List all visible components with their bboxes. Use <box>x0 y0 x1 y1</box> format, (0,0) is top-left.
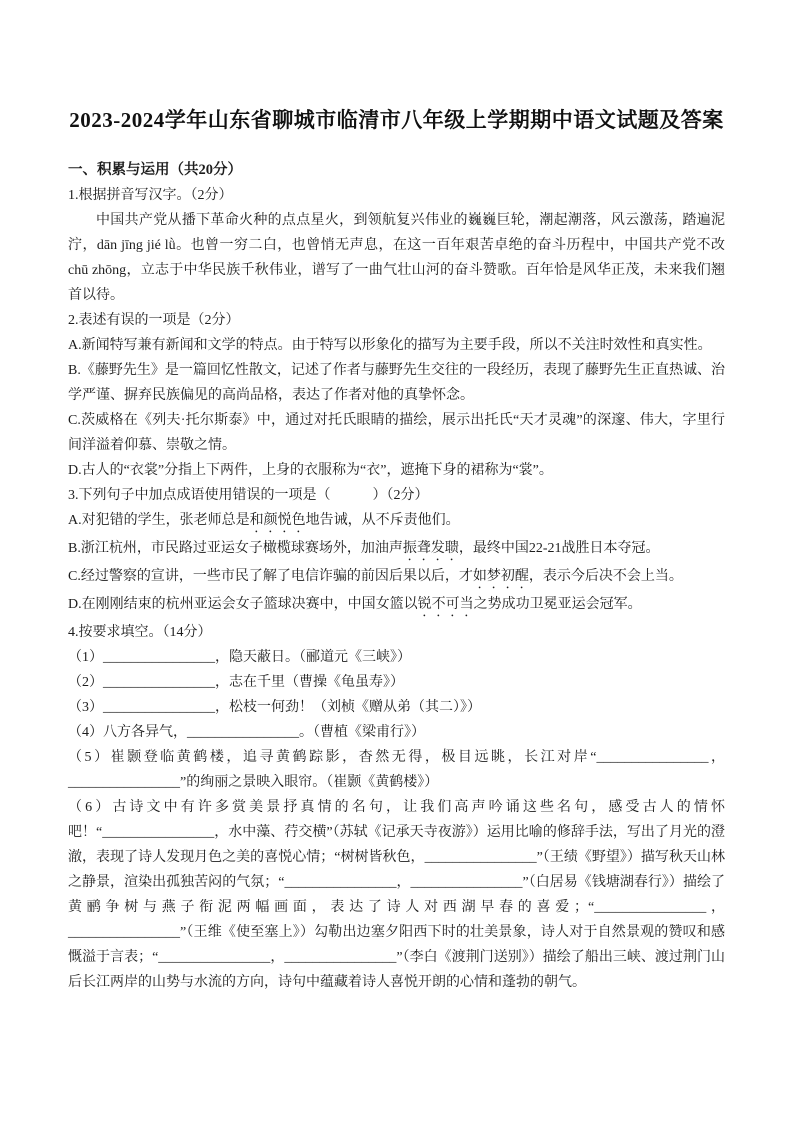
option-c-text-after: ，表示今后决不会上当。 <box>528 569 683 584</box>
option-b-emphasized-idiom: 振聋发聩 <box>402 541 459 556</box>
option-d-text-after: 之势成功卫冕亚运会冠军。 <box>473 597 642 612</box>
section-1-heading: 一、积累与运用（共20分） <box>68 162 242 178</box>
option-b-text-before: B.浙江杭州，市民路过亚运女子橄榄球赛场外，加油声 <box>68 541 403 556</box>
option-c-text-before: C.经过警察的宣讲，一些市民了解了电信诈骗的前因后果以后，才 <box>68 569 473 584</box>
question-4-item-2: （2）________________，志在千里（曹操《龟虽寿》） <box>68 675 404 690</box>
question-2-option-b: B.《藤野先生》是一篇回忆性散文，记述了作者与藤野先生交往的一段经历，表现了藤野先生正直热诚、治学严谨、摒弃民族偏见的高尚品格，表达了作者对他的真挚怀念。 <box>68 363 725 403</box>
option-a-text-after: 地告诫，从不斥责他们。 <box>305 513 460 528</box>
question-3-option-d <box>68 592 725 620</box>
question-2-option-a: A.新闻特写兼有新闻和文学的特点。由于特写以形象化的描写为主要手段，所以不关注时效性和真实性。 <box>68 338 712 353</box>
question-3-option-b <box>68 536 725 564</box>
question-1-pinyin-passage: 中国共产党从播下革命火种的点点星火，到领航复兴伟业的巍巍巨轮，潮起潮落，风云激荡，踏遍泥泞，dān jīng jié lǜ。也曾一穷二白，也曾悄无声息，在这一百年艰苦卓绝的奋斗历程中，中国共产党不改chū zhōng，立志于中华民族千秋伟业，谱写了一曲气壮山河的奋斗赞歌。百年恰是风华正茂，未来我们翘首以待。 <box>68 213 725 303</box>
question-2-option-d: D.古人的“衣裳”分指上下两件，上身的衣服称为“衣”，遮掩下身的裙称为“裳”。 <box>68 463 553 478</box>
question-2-option-c: C.茨威格在《列夫·托尔斯泰》中，通过对托氏眼睛的描绘，展示出托氏“天才灵魂”的深邃、伟大，字里行间洋溢着仰慕、崇敬之情。 <box>68 413 725 453</box>
question-1-prompt: 1.根据拼音写汉字。（2分） <box>68 188 233 203</box>
exam-title: 2023-2024学年山东省聊城市临清市八年级上学期期中语文试题及答案 <box>69 108 724 132</box>
question-4-item-5: （5）崔颢登临黄鹤楼，追寻黄鹤踪影，杳然无得，极目远眺，长江对岸“________________，________________”的绚丽之景映入眼帘。（崔颢《黄鹤楼》） <box>68 750 725 790</box>
question-4-item-1: （1）________________，隐天蔽日。（郦道元《三峡》） <box>68 650 411 665</box>
question-4-item-6: （6）古诗文中有许多赏美景抒真情的名句，让我们高声吟诵这些名句，感受古人的情怀吧！“________________，水中藻、荇交横”（苏轼《记承天寺夜游》）运用比喻的修辞手法，写出了月光的澄澈，表现了诗人发现月色之美的喜悦心情；“树树皆秋色，________________”（王绩《野望》）描写秋天山林之静景，渲染出孤独苦闷的气氛；“________________，________________”（白居易《钱塘湖春行》）描绘了黄鹂争树与燕子衔泥两幅画面，表达了诗人对西湖早春的喜爱；“________________，________________”（王维《使至塞上》）勾勒出边塞夕阳西下时的壮美景象，诗人对于自然景观的赞叹和感慨溢于言表；“________________，________________”（李白《渡荆门送别》）描绘了船出三峡、渡过荆门山后长江两岸的山势与水流的方向，诗句中蕴藏着诗人喜悦开朗的心情和蓬勃的朝气。 <box>68 800 725 990</box>
question-4-item-4: （4）八方各异气，________________。（曹植《梁甫行》） <box>68 725 425 740</box>
option-a-text-before: A.对犯错的学生，张老师总是 <box>68 513 250 528</box>
question-3-option-a <box>68 508 725 536</box>
option-c-emphasized-idiom: 如梦初醒 <box>472 569 529 584</box>
option-d-text-before: D.在刚刚结束的杭州亚运会女子篮球决赛中，中国女篮以 <box>68 597 418 612</box>
option-d-emphasized-idiom: 锐不可当 <box>417 597 474 612</box>
question-3-option-c <box>68 564 725 592</box>
option-b-text-after: ，最终中国22-21战胜日本夺冠。 <box>458 541 660 556</box>
question-4-prompt: 4.按要求填空。（14分） <box>68 625 212 640</box>
question-3-prompt: 3.下列句子中加点成语使用错误的一项是（ ）（2分） <box>68 488 429 503</box>
question-4-item-3: （3）________________，松枝一何劲！（刘桢《赠从弟（其二）》） <box>68 700 481 715</box>
option-a-emphasized-idiom: 和颜悦色 <box>249 513 306 528</box>
question-2-prompt: 2.表述有误的一项是（2分） <box>68 313 240 328</box>
